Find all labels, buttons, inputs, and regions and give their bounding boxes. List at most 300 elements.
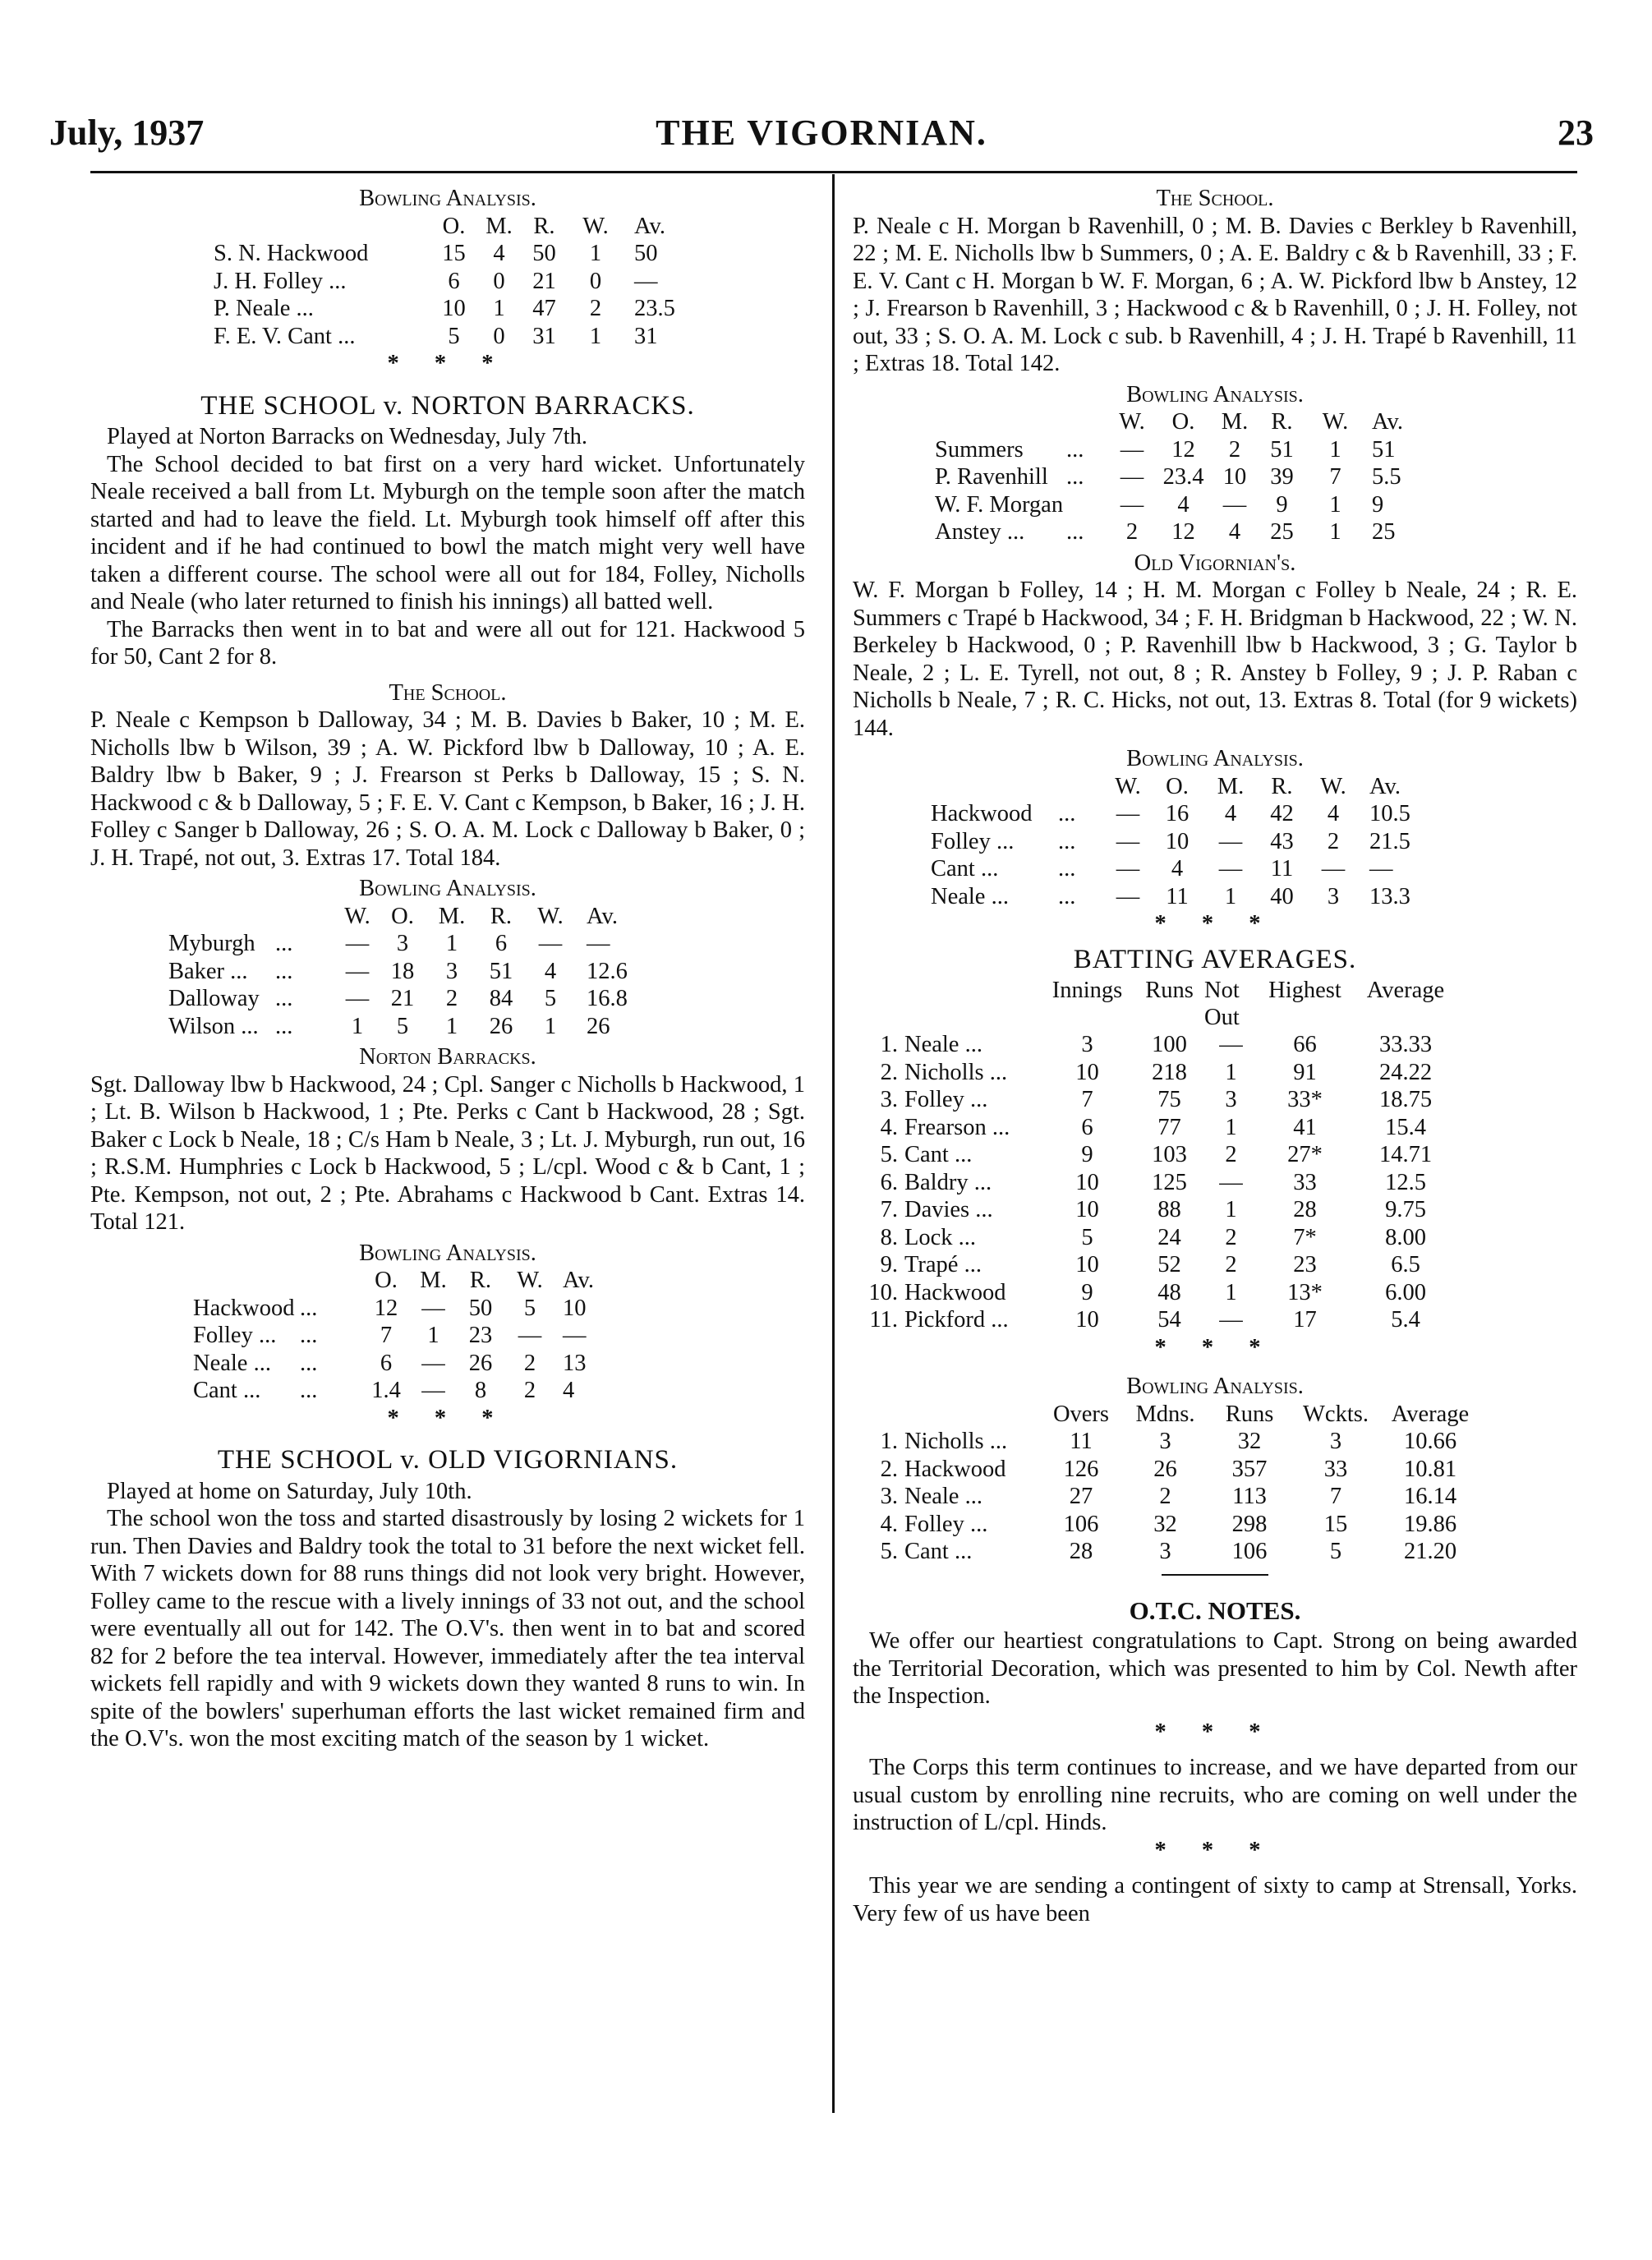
rank: 1. bbox=[880, 1429, 898, 1454]
batting-averages-table bbox=[867, 977, 1459, 1334]
cell: 33.33 bbox=[1378, 1032, 1433, 1057]
cell: 8.00 bbox=[1385, 1224, 1426, 1250]
cell: ... bbox=[300, 1295, 318, 1321]
cell: 6.5 bbox=[1391, 1252, 1420, 1277]
table-header-row bbox=[867, 1401, 1479, 1429]
table-row bbox=[867, 1511, 1479, 1539]
cell: — bbox=[1218, 828, 1243, 854]
col-header: Not Out bbox=[1204, 978, 1240, 1030]
cell: — bbox=[1116, 828, 1140, 854]
rank: 2. bbox=[880, 1059, 898, 1085]
cell: 5 bbox=[448, 323, 460, 349]
cell: 2 bbox=[1327, 828, 1340, 854]
table-header-row bbox=[214, 213, 700, 241]
cell: ... bbox=[275, 958, 293, 984]
col-header: Highest bbox=[1268, 978, 1341, 1003]
cell: 1 bbox=[445, 931, 458, 956]
cell: — bbox=[421, 1295, 445, 1321]
cell: 3 bbox=[1329, 1429, 1342, 1454]
cell: ... bbox=[300, 1350, 318, 1376]
batsman-name: Hackwood bbox=[904, 1279, 1006, 1305]
table-header-row bbox=[193, 1267, 620, 1295]
cell: 13 bbox=[563, 1350, 587, 1376]
table-row bbox=[931, 855, 1443, 883]
bowler-name: Folley ... bbox=[193, 1323, 277, 1348]
cell: 0 bbox=[589, 268, 602, 294]
cell: 2 bbox=[1225, 1142, 1237, 1167]
col-header: W. bbox=[582, 213, 609, 239]
cell: 7 bbox=[1329, 464, 1341, 490]
cell: 2 bbox=[1225, 1252, 1237, 1277]
cell: 28 bbox=[1293, 1197, 1317, 1222]
bowler-name: Myburgh bbox=[168, 931, 255, 956]
col-header: W. bbox=[1322, 409, 1349, 435]
bowler-name: Nicholls ... bbox=[904, 1429, 1008, 1454]
cell: 25 bbox=[1372, 519, 1396, 545]
cell: 9 bbox=[1081, 1142, 1093, 1167]
cell: 54 bbox=[1157, 1307, 1181, 1333]
cell: — bbox=[1219, 1307, 1243, 1333]
cell: 218 bbox=[1152, 1059, 1187, 1085]
cell: — bbox=[518, 1323, 542, 1348]
cell: 7* bbox=[1293, 1224, 1317, 1250]
cell: 4 bbox=[1171, 856, 1184, 881]
table-row bbox=[867, 1279, 1459, 1307]
cell: 7 bbox=[1081, 1087, 1093, 1112]
cell: 31 bbox=[532, 323, 556, 349]
cell: 11 bbox=[1270, 856, 1294, 881]
cell: 50 bbox=[532, 241, 556, 266]
table-row bbox=[214, 268, 700, 296]
col-header: Av. bbox=[587, 903, 618, 929]
col-header: W. bbox=[1119, 409, 1145, 435]
cell: 6 bbox=[1081, 1114, 1093, 1140]
bowler-name: Wilson ... bbox=[168, 1013, 259, 1039]
col-header: O. bbox=[391, 903, 414, 929]
cell: — bbox=[345, 931, 370, 956]
cell: 18 bbox=[390, 958, 415, 984]
cell: 1 bbox=[1225, 1114, 1237, 1140]
left-column bbox=[90, 185, 805, 1753]
cell: 84 bbox=[489, 986, 513, 1011]
table-row bbox=[867, 1169, 1459, 1197]
bowler-name: Hackwood bbox=[193, 1295, 295, 1321]
cell: 6 bbox=[495, 931, 508, 956]
cell: 2 bbox=[1159, 1484, 1171, 1509]
cell: 4 bbox=[1228, 519, 1241, 545]
cell: 1 bbox=[1329, 436, 1341, 463]
cell: 14.71 bbox=[1378, 1142, 1433, 1167]
cell: — bbox=[1219, 1032, 1243, 1057]
cell: 50 bbox=[634, 241, 658, 266]
cell: 24.22 bbox=[1378, 1059, 1433, 1085]
cell: ... bbox=[1066, 436, 1084, 463]
cell: 10 bbox=[563, 1295, 587, 1321]
table-row bbox=[935, 463, 1438, 491]
cell: 1 bbox=[544, 1013, 557, 1039]
table-row bbox=[867, 1224, 1459, 1252]
bowling-heading: Bowling Analysis. bbox=[359, 186, 536, 211]
col-header: Runs bbox=[1145, 978, 1194, 1003]
cell: 1 bbox=[445, 1013, 458, 1039]
cell: 17 bbox=[1293, 1307, 1317, 1333]
bowler-name: Dalloway bbox=[168, 986, 260, 1011]
bowler-name: S. N. Hackwood bbox=[214, 241, 369, 266]
table-row bbox=[193, 1295, 620, 1323]
cell: 25 bbox=[1270, 519, 1294, 545]
cell: 1 bbox=[1225, 1279, 1237, 1305]
cell: 23.4 bbox=[1162, 464, 1204, 490]
cell: 4 bbox=[1224, 801, 1237, 826]
cell: 13* bbox=[1287, 1279, 1323, 1305]
cell: 66 bbox=[1293, 1032, 1317, 1057]
cell: 24 bbox=[1157, 1224, 1181, 1250]
cell: 2 bbox=[1228, 436, 1241, 463]
col-header: Overs bbox=[1052, 1401, 1110, 1427]
cell: — bbox=[1321, 856, 1346, 881]
table-row bbox=[867, 1059, 1459, 1087]
bowler-name: Cant ... bbox=[931, 856, 999, 881]
cell: 113 bbox=[1232, 1484, 1267, 1509]
cell: 1 bbox=[1224, 883, 1237, 909]
section-break-stars: * * * bbox=[1154, 1719, 1276, 1745]
cell: 52 bbox=[1157, 1252, 1181, 1277]
cell: — bbox=[345, 986, 370, 1011]
cell: 10.5 bbox=[1369, 801, 1410, 826]
cell: 23.5 bbox=[634, 296, 675, 321]
cell: 21 bbox=[532, 268, 556, 294]
table-row bbox=[867, 1306, 1459, 1334]
col-header: Av. bbox=[563, 1268, 594, 1293]
rank: 3. bbox=[880, 1087, 898, 1112]
col-header: O. bbox=[1166, 773, 1189, 799]
scorecard-text: W. F. Morgan b Folley, 14 ; H. M. Morgan c Folley b Neale, 24 ; R. E. Summers c Trapé b Hackwood, 34 ; F. H. Bridgman b Hackwood, 22 ; W. N. Berkeley b Hackwood, 0 ; P. Ravenhill lbw b Hackwood, 3 ; G. Taylor b Neale, 2 ; L. E. Tyrell, not out, 8 ; R. Anstey b Folley, 9 ; J. P. Raban c Nicholls b Neale, 7 ; R. C. Hicks, not out, 13. Extras 8. Total (for 9 wickets) 144. bbox=[853, 578, 1577, 741]
cell: 31 bbox=[634, 323, 658, 349]
col-header: R. bbox=[1271, 773, 1293, 799]
section-break-stars: * * * bbox=[387, 351, 508, 376]
cell: 6.00 bbox=[1385, 1279, 1426, 1305]
col-header: R. bbox=[469, 1268, 492, 1293]
cell: 15 bbox=[1323, 1511, 1348, 1537]
table-row bbox=[193, 1350, 620, 1378]
cell: 16.8 bbox=[587, 986, 628, 1011]
cell: 42 bbox=[1270, 801, 1294, 826]
bowler-name: Neale ... bbox=[904, 1484, 982, 1509]
cell: ... bbox=[275, 1013, 293, 1039]
cell: ... bbox=[1058, 801, 1076, 826]
cell: 3 bbox=[445, 958, 458, 984]
cell: 1 bbox=[1225, 1197, 1237, 1222]
otc-paragraph: We offer our heartiest congratulations to Capt. Strong on being awarded the Territorial Decoration, which was presented to him by Col. Newth after the Inspection. bbox=[853, 1628, 1577, 1709]
cell: 51 bbox=[489, 958, 513, 984]
cell: 19.86 bbox=[1403, 1511, 1457, 1537]
table-row bbox=[168, 930, 660, 958]
col-header: O. bbox=[1171, 409, 1195, 435]
cell: ... bbox=[275, 931, 293, 956]
cell: ... bbox=[1066, 519, 1084, 545]
journal-title: THE VIGORNIAN. bbox=[656, 113, 987, 153]
rank: 4. bbox=[880, 1114, 898, 1140]
cell: 5.4 bbox=[1391, 1307, 1420, 1333]
batsman-name: Frearson ... bbox=[904, 1114, 1010, 1140]
rank: 2. bbox=[880, 1456, 898, 1482]
cell: 298 bbox=[1231, 1511, 1268, 1537]
cell: 3 bbox=[1327, 883, 1340, 909]
table-row bbox=[935, 518, 1438, 546]
cell: ... bbox=[1058, 883, 1076, 909]
cell: 5 bbox=[1329, 1539, 1342, 1564]
col-header: W. bbox=[1115, 773, 1141, 799]
cell: 4 bbox=[1327, 801, 1340, 826]
cell: 106 bbox=[1063, 1511, 1099, 1537]
cell: 1.4 bbox=[371, 1378, 401, 1403]
cell: 10 bbox=[1222, 464, 1247, 490]
bowling-table-4 bbox=[935, 408, 1438, 546]
cell: 0 bbox=[493, 323, 505, 349]
cell: 5 bbox=[1081, 1224, 1093, 1250]
match-paragraph: Played at home on Saturday, July 10th. bbox=[107, 1478, 472, 1504]
cell: 39 bbox=[1270, 464, 1294, 490]
cell: 75 bbox=[1157, 1087, 1181, 1112]
team-heading: The School. bbox=[1156, 186, 1274, 211]
section-break-stars: * * * bbox=[1154, 1334, 1276, 1360]
table-row bbox=[931, 883, 1443, 911]
cell: 77 bbox=[1157, 1114, 1181, 1140]
scorecard-text: Sgt. Dalloway lbw b Hackwood, 24 ; Cpl. Sanger c Nicholls b Hackwood, 1 ; Lt. B. Wilson b Hackwood, 1 ; Pte. Perks c Cant b Hackwood, 28 ; Sgt. Baker c Lock b Neale, 18 ; C/s Ham b Neale, 3 ; Lt. J. Myburgh, run out, 16 ; R.S.M. Humphries c Lock b Hackwood, 5 ; L/cpl. Wood c & b Cant, 1 ; Pte. Kempson, not out, 2 ; Pte. Abrahams c Hackwood b Cant. Extras 14. Total 121. bbox=[90, 1071, 805, 1235]
cell: 1 bbox=[589, 323, 602, 349]
team-heading: Old Vigornian's. bbox=[1134, 550, 1296, 576]
otc-paragraph: The Corps this term continues to increase, and we have departed from our usual custom by enrolling nine recruits, who are coming on well under the instruction of L/cpl. Hinds. bbox=[853, 1755, 1577, 1835]
cell: — bbox=[421, 1378, 445, 1403]
cell: 32 bbox=[1237, 1429, 1262, 1454]
table-row bbox=[214, 295, 700, 323]
cell: 21.20 bbox=[1403, 1539, 1457, 1564]
cell: 100 bbox=[1152, 1032, 1187, 1057]
col-header: M. bbox=[1217, 773, 1245, 799]
cell: 43 bbox=[1270, 828, 1294, 854]
bowling-heading: Bowling Analysis. bbox=[359, 1240, 536, 1266]
cell: 23 bbox=[468, 1323, 493, 1348]
table-header-row bbox=[935, 408, 1438, 436]
bowler-name: Anstey ... bbox=[935, 519, 1025, 545]
batsman-name: Trapé ... bbox=[904, 1252, 982, 1277]
col-header: Runs bbox=[1225, 1401, 1274, 1427]
bowler-name: Folley ... bbox=[931, 828, 1015, 854]
match-title: THE SCHOOL v. OLD VIGORNIANS. bbox=[217, 1445, 679, 1475]
otc-paragraph: This year we are sending a contingent of sixty to camp at Strensall, Yorks. Very few of us have been bbox=[853, 1873, 1577, 1926]
cell bbox=[1066, 491, 1111, 519]
cell: 9 bbox=[1081, 1279, 1093, 1305]
col-header: Mdns. bbox=[1135, 1401, 1195, 1427]
cell: 10.66 bbox=[1403, 1429, 1457, 1454]
rank: 3. bbox=[880, 1484, 898, 1509]
cell: 357 bbox=[1231, 1456, 1268, 1482]
bowler-name: Hackwood bbox=[931, 801, 1033, 826]
cell: 1 bbox=[427, 1323, 439, 1348]
cell: — bbox=[345, 958, 370, 984]
cell: 28 bbox=[1069, 1539, 1093, 1564]
cell: ... bbox=[275, 986, 293, 1011]
batsman-name: Pickford ... bbox=[904, 1307, 1009, 1333]
cell: ... bbox=[1058, 856, 1076, 881]
rank: 6. bbox=[880, 1169, 898, 1195]
rank: 5. bbox=[880, 1539, 898, 1564]
batsman-name: Cant ... bbox=[904, 1142, 973, 1167]
cell: — bbox=[1222, 491, 1247, 518]
bowling-heading: Bowling Analysis. bbox=[1126, 381, 1304, 407]
batsman-name: Lock ... bbox=[904, 1224, 977, 1250]
cell: — bbox=[1116, 883, 1140, 909]
cell: 4 bbox=[544, 958, 557, 984]
page-number: 23 bbox=[1558, 113, 1594, 153]
table-row bbox=[867, 1251, 1459, 1279]
match-paragraph: The School decided to bat first on a very hard wicket. Unfortunately Neale received a ball from Lt. Myburgh on the temple soon after the match started and had to leave the field. Lt. Myburgh took himself off after this incident and if he had continued to bowl the match might very well have taken a different course. The school were all out for 184, Folley, Nicholls and Neale (who later returned to finish his innings) all batted well. bbox=[90, 451, 805, 614]
cell: 91 bbox=[1293, 1059, 1317, 1085]
bowler-name: Neale ... bbox=[193, 1350, 271, 1376]
cell: 106 bbox=[1231, 1539, 1268, 1564]
table-row bbox=[867, 1483, 1479, 1511]
col-header: W. bbox=[517, 1268, 543, 1293]
bowler-name: Hackwood bbox=[904, 1456, 1006, 1482]
cell: 5 bbox=[396, 1013, 409, 1039]
cell: — bbox=[538, 931, 563, 956]
table-row bbox=[867, 1141, 1459, 1169]
cell: 12 bbox=[1171, 436, 1195, 463]
right-column bbox=[853, 185, 1577, 1927]
col-header: Av. bbox=[1372, 409, 1403, 435]
cell: 1 bbox=[1225, 1059, 1237, 1085]
column-divider bbox=[832, 174, 835, 2113]
table-row bbox=[931, 828, 1443, 856]
cell: 15.4 bbox=[1385, 1114, 1426, 1140]
col-header: W. bbox=[1320, 773, 1346, 799]
section-break-stars: * * * bbox=[387, 1405, 508, 1431]
table-header-row bbox=[931, 773, 1443, 801]
cell: 27 bbox=[1069, 1484, 1093, 1509]
col-header: W. bbox=[344, 903, 370, 929]
table-row bbox=[214, 240, 700, 268]
cell: 103 bbox=[1152, 1142, 1187, 1167]
page-header bbox=[49, 112, 1594, 164]
table-row bbox=[931, 800, 1443, 828]
cell: ... bbox=[1066, 464, 1084, 490]
table-header-row bbox=[168, 903, 660, 931]
cell: 5 bbox=[523, 1295, 536, 1321]
table-header-row bbox=[867, 977, 1459, 1031]
cell: 10 bbox=[1075, 1059, 1099, 1085]
bowler-name: F. E. V. Cant ... bbox=[214, 323, 356, 349]
cell: — bbox=[421, 1350, 445, 1376]
cell: 4 bbox=[493, 241, 505, 266]
cell: 4 bbox=[1177, 491, 1190, 518]
col-header: Wckts. bbox=[1303, 1401, 1369, 1427]
cell: 1 bbox=[493, 296, 505, 321]
batsman-name: Baldry ... bbox=[904, 1169, 992, 1195]
cell: 47 bbox=[532, 296, 556, 321]
bowling-table-1 bbox=[214, 213, 700, 351]
cell: 4 bbox=[563, 1378, 575, 1403]
cell: 2 bbox=[445, 986, 458, 1011]
bowling-table-3 bbox=[193, 1267, 620, 1405]
cell: 33 bbox=[1323, 1456, 1348, 1482]
col-header: R. bbox=[490, 903, 513, 929]
match-paragraph: Played at Norton Barracks on Wednesday, July 7th. bbox=[107, 424, 588, 449]
bowler-name: Cant ... bbox=[193, 1378, 261, 1403]
cell: ... bbox=[300, 1378, 318, 1403]
cell: 10.81 bbox=[1403, 1456, 1457, 1482]
cell: 41 bbox=[1293, 1114, 1317, 1140]
bowler-name: Folley ... bbox=[904, 1511, 988, 1537]
table-row bbox=[935, 436, 1438, 464]
cell: — bbox=[1369, 856, 1393, 881]
issue-date: July, 1937 bbox=[49, 113, 205, 153]
cell: 16.14 bbox=[1403, 1484, 1457, 1509]
cell: — bbox=[1120, 464, 1144, 490]
col-header: R. bbox=[533, 213, 555, 239]
short-rule bbox=[1162, 1574, 1268, 1576]
col-header: M. bbox=[1221, 409, 1249, 435]
cell: 12 bbox=[1171, 519, 1195, 545]
bowling-table-2 bbox=[168, 903, 660, 1041]
cell: 9 bbox=[1372, 491, 1384, 518]
cell: 32 bbox=[1153, 1511, 1177, 1537]
batsman-name: Davies ... bbox=[904, 1197, 993, 1222]
table-row bbox=[168, 958, 660, 986]
cell: 10 bbox=[1075, 1169, 1099, 1195]
cell: 6 bbox=[380, 1350, 393, 1376]
cell: 23 bbox=[1293, 1252, 1317, 1277]
cell: 12 bbox=[374, 1295, 398, 1321]
cell: 13.3 bbox=[1369, 883, 1410, 909]
cell: — bbox=[1219, 1169, 1243, 1195]
cell: 40 bbox=[1270, 883, 1294, 909]
col-header: Innings bbox=[1051, 978, 1123, 1003]
bowler-name: Baker ... bbox=[168, 958, 248, 984]
cell: 10 bbox=[1075, 1197, 1099, 1222]
table-row bbox=[867, 1114, 1459, 1142]
scorecard-text: P. Neale c Kempson b Dalloway, 34 ; M. B. Davies b Baker, 10 ; M. E. Nicholls lbw b Wilson, 39 ; A. W. Pickford lbw b Dalloway, 10 ; A. E. Baldry lbw b Baker, 9 ; J. Frearson st Perks b Dalloway, 15 ; S. N. Hackwood c & b Dalloway, 5 ; F. E. V. Cant c Kempson, b Baker, 16 ; J. H. Folley c Sanger b Dalloway, 26 ; S. O. A. M. Lock c Dalloway b Baker, 0 ; J. H. Trapé, not out, 3. Extras 17. Total 184. bbox=[90, 707, 805, 871]
section-break-stars: * * * bbox=[1154, 1837, 1276, 1863]
cell: 2 bbox=[1225, 1224, 1237, 1250]
rank: 5. bbox=[880, 1142, 898, 1167]
team-heading: The School. bbox=[389, 679, 507, 706]
cell: 48 bbox=[1157, 1279, 1181, 1305]
col-header: M. bbox=[438, 903, 466, 929]
cell: 12.5 bbox=[1385, 1169, 1426, 1195]
table-row bbox=[867, 1086, 1459, 1114]
cell: 1 bbox=[1329, 519, 1341, 545]
batsman-name: Folley ... bbox=[904, 1087, 988, 1112]
cell: 21 bbox=[390, 986, 415, 1011]
cell: 11 bbox=[1166, 883, 1189, 909]
cell: 10 bbox=[442, 296, 466, 321]
bowler-name: W. F. Morgan bbox=[935, 491, 1064, 518]
cell: 9.75 bbox=[1385, 1197, 1426, 1222]
bowler-name: Summers bbox=[935, 436, 1024, 463]
bowling-heading: Bowling Analysis. bbox=[1126, 746, 1304, 771]
match-paragraph: The school won the toss and started disastrously by losing 2 wickets for 1 run. Then Davies and Baldry took the total to 31 before the next wicket fell. With 7 wickets down for 88 runs things did not look very bright. However, Folley came to the rescue with a lively innings of 33 not out, and the school were eventually all out for 142. The O.V's. then went in to bat and scored 82 for 2 before the tea interval. However, immediately after the tea interval wickets fell rapidly and with 9 wickets down they wanted 8 runs to win. In spite of the bowlers' superhuman efforts the last wicket remained firm and the O.V's. won the most exciting match of the season by 1 wicket. bbox=[90, 1506, 805, 1751]
bowler-name: P. Neale ... bbox=[214, 296, 314, 321]
cell: 1 bbox=[351, 1013, 364, 1039]
cell: — bbox=[1116, 801, 1140, 826]
cell: 3 bbox=[1225, 1087, 1237, 1112]
cell: 125 bbox=[1152, 1169, 1187, 1195]
cell: 3 bbox=[1159, 1539, 1171, 1564]
bowler-name: P. Ravenhill bbox=[935, 464, 1048, 490]
bowler-name: Neale ... bbox=[931, 883, 1009, 909]
cell: 3 bbox=[1081, 1032, 1093, 1057]
cell: 26 bbox=[468, 1350, 493, 1376]
